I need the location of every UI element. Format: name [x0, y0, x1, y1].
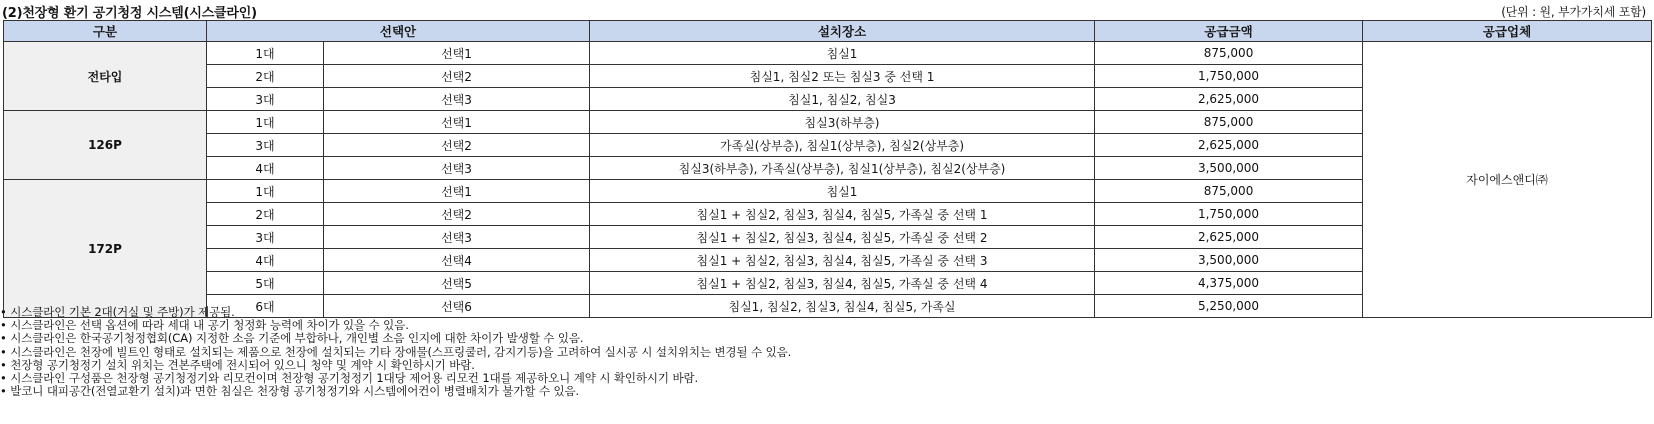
- amount-cell: 1,750,000: [1095, 65, 1363, 88]
- note-item: • 시스클라인 기본 2대(거실 및 주방)가 제공됨.: [0, 305, 235, 319]
- option-cell: 선택1: [324, 180, 590, 203]
- unit-count-cell: 2대: [207, 203, 324, 226]
- amount-cell: 5,250,000: [1095, 295, 1363, 318]
- note-item: • 천장형 공기청정기 설치 위치는 견본주택에 전시되어 있으니 청약 및 계약 시 확인하시기 바람.: [0, 357, 475, 372]
- note-item: • 시스클라인은 선택 옵션에 따라 세대 내 공기 청정화 능력에 차이가 있을 수 있음.: [0, 318, 409, 333]
- option-cell: 선택1: [324, 42, 590, 65]
- option-cell: 선택1: [324, 111, 590, 134]
- note-item: • 시스클라인은 천장에 빌트인 형태로 설치되는 제품으로 천장에 설치되는 기타 장애물(스프링쿨러, 감지기등)을 고려하여 실시공 시 설치위치는 변경될 수 있음.: [0, 344, 792, 359]
- col-header-location: 설치장소: [590, 21, 1095, 42]
- location-cell: 침실1: [590, 42, 1095, 65]
- unit-count-cell: 1대: [207, 111, 324, 134]
- location-cell: 침실1 + 침실2, 침실3, 침실4, 침실5, 가족실 중 선택 4: [590, 272, 1095, 295]
- section-title: (2)천장형 환기 공기청정 시스템(시스클라인): [2, 6, 257, 21]
- amount-cell: 875,000: [1095, 111, 1363, 134]
- amount-cell: 3,500,000: [1095, 157, 1363, 180]
- amount-cell: 2,625,000: [1095, 88, 1363, 111]
- note-item: • 시스클라인 구성품은 천장형 공기청정기와 리모컨이며 천장형 공기청정기 1대당 제어용 리모컨 1대를 제공하오니 계약 시 확인하시기 바람.: [0, 370, 699, 385]
- option-cell: 선택3: [324, 88, 590, 111]
- table-body: [4, 42, 1652, 318]
- option-cell: 선택4: [324, 249, 590, 272]
- table-header-row: [4, 21, 1652, 42]
- header-bar: [0, 0, 1654, 20]
- unit-type-cell: 전타입: [4, 42, 207, 111]
- location-cell: 가족실(상부층), 침실1(상부층), 침실2(상부층): [590, 134, 1095, 157]
- option-cell: 선택2: [324, 65, 590, 88]
- amount-cell: 2,625,000: [1095, 226, 1363, 249]
- location-cell: 침실1: [590, 180, 1095, 203]
- unit-count-cell: 3대: [207, 226, 324, 249]
- location-cell: 침실1 + 침실2, 침실3, 침실4, 침실5, 가족실 중 선택 1: [590, 203, 1095, 226]
- col-header-supplier: 공급업체: [1363, 21, 1652, 42]
- unit-type-cell: 126P: [4, 111, 207, 180]
- amount-cell: 875,000: [1095, 42, 1363, 65]
- location-cell: 침실1 + 침실2, 침실3, 침실4, 침실5, 가족실 중 선택 3: [590, 249, 1095, 272]
- unit-note: (단위 : 원, 부가가치세 포함): [1501, 5, 1646, 19]
- amount-cell: 875,000: [1095, 180, 1363, 203]
- amount-cell: 3,500,000: [1095, 249, 1363, 272]
- unit-count-cell: 4대: [207, 249, 324, 272]
- amount-cell: 2,625,000: [1095, 134, 1363, 157]
- col-header-category: 구분: [4, 21, 207, 42]
- unit-type-cell: 172P: [4, 180, 207, 318]
- unit-count-cell: 3대: [207, 88, 324, 111]
- location-cell: 침실3(하부층), 가족실(상부층), 침실1(상부층), 침실2(상부층): [590, 157, 1095, 180]
- option-cell: 선택3: [324, 226, 590, 249]
- location-cell: 침실1, 침실2, 침실3, 침실4, 침실5, 가족실: [590, 295, 1095, 318]
- location-cell: 침실1, 침실2 또는 침실3 중 선택 1: [590, 65, 1095, 88]
- option-cell: 선택2: [324, 134, 590, 157]
- unit-count-cell: 1대: [207, 180, 324, 203]
- unit-count-cell: 4대: [207, 157, 324, 180]
- col-header-option: 선택안: [207, 21, 590, 42]
- unit-count-cell: 1대: [207, 42, 324, 65]
- amount-cell: 4,375,000: [1095, 272, 1363, 295]
- note-item: • 시스클라인은 한국공기청정협회(CA) 지정한 소음 기준에 부합하나, 개인별 소음 인지에 대한 차이가 발생할 수 있음.: [0, 331, 584, 346]
- unit-count-cell: 5대: [207, 272, 324, 295]
- amount-cell: 1,750,000: [1095, 203, 1363, 226]
- note-item: • 발코니 대피공간(전열교환기 설치)과 면한 침실은 천장형 공기청정기와 시스템에어컨이 병렬배치가 불가할 수 있음.: [0, 384, 580, 399]
- option-cell: 선택3: [324, 157, 590, 180]
- location-cell: 침실1, 침실2, 침실3: [590, 88, 1095, 111]
- option-cell: 선택2: [324, 203, 590, 226]
- supplier-cell: 자이에스앤디㈜: [1363, 42, 1652, 318]
- unit-count-cell: 6대: [207, 295, 324, 318]
- table-row: [4, 42, 1652, 65]
- option-cell: 선택6: [324, 295, 590, 318]
- notes-list: [0, 306, 1654, 398]
- unit-count-cell: 3대: [207, 134, 324, 157]
- price-table: [3, 20, 1652, 318]
- option-cell: 선택5: [324, 272, 590, 295]
- location-cell: 침실3(하부층): [590, 111, 1095, 134]
- unit-count-cell: 2대: [207, 65, 324, 88]
- location-cell: 침실1 + 침실2, 침실3, 침실4, 침실5, 가족실 중 선택 2: [590, 226, 1095, 249]
- col-header-amount: 공급금액: [1095, 21, 1363, 42]
